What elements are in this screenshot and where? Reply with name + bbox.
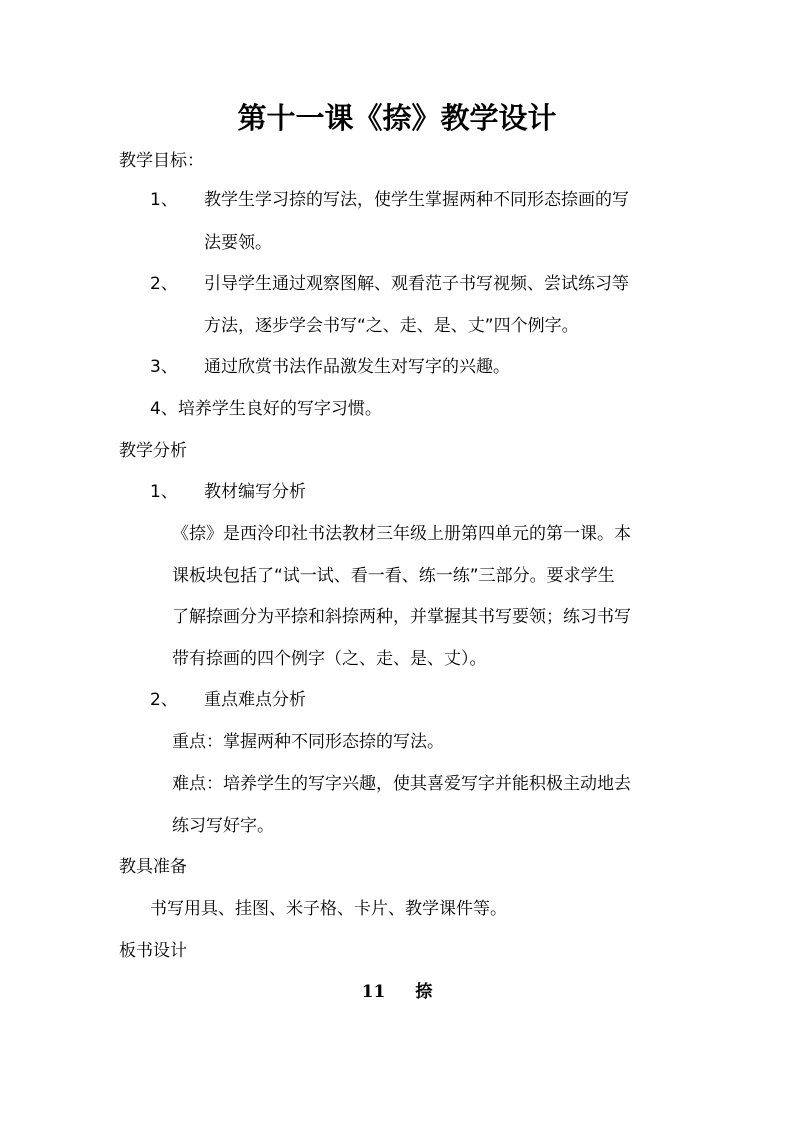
analysis-sub1-number: 1、 (150, 482, 178, 502)
objective-1-number: 1、 (150, 190, 178, 210)
board-number: 11 (361, 982, 386, 1002)
analysis-sub1-label: 教材编写分析 (204, 482, 306, 502)
difficult-point-line2: 练习写好字。 (172, 816, 274, 836)
analysis-heading: 教学分析 (119, 441, 187, 461)
difficult-point-line1: 难点：培养学生的写字兴趣，使其喜爱写字并能积极主动地去 (172, 774, 631, 794)
tools-heading: 教具准备 (119, 857, 187, 877)
analysis-paragraph-line3: 了解捺画分为平捺和斜捺两种，并掌握其书写要领；练习书写 (172, 607, 631, 627)
tools-content: 书写用具、挂图、米子格、卡片、教学课件等。 (150, 899, 507, 919)
analysis-sub2-label: 重点难点分析 (204, 690, 306, 710)
board-heading: 板书设计 (119, 941, 187, 961)
objective-1-line2: 法要领。 (204, 233, 272, 253)
document-title: 第十一课《捺》教学设计 (237, 101, 557, 135)
board-design (0, 981, 794, 1003)
objective-2-line2: 方法，逐步学会书写“之、走、是、丈”四个例字。 (204, 316, 579, 336)
objective-2-number: 2、 (150, 274, 178, 294)
objectives-heading: 教学目标： (119, 151, 204, 171)
objective-1-line1: 教学生学习捺的写法，使学生掌握两种不同形态捺画的写 (204, 190, 629, 210)
objective-3-line1: 通过欣赏书法作品激发生对写字的兴趣。 (204, 357, 510, 377)
analysis-paragraph-line2: 课板块包括了“试一试、看一看、练一练”三部分。要求学生 (172, 566, 615, 586)
analysis-sub2-number: 2、 (150, 690, 178, 710)
analysis-paragraph-line4: 带有捺画的四个例字（之、走、是、丈）。 (172, 649, 487, 669)
key-point: 重点：掌握两种不同形态捺的写法。 (172, 732, 444, 752)
analysis-paragraph-line1: 《捺》是西泠印社书法教材三年级上册第四单元的第一课。本 (172, 524, 631, 544)
objective-3-number: 3、 (150, 357, 178, 377)
board-character: 捺 (415, 982, 433, 1002)
objective-2-line1: 引导学生通过观察图解、观看范子书写视频、尝试练习等 (204, 274, 629, 294)
objective-4: 4、培养学生良好的写字习惯。 (150, 399, 382, 419)
